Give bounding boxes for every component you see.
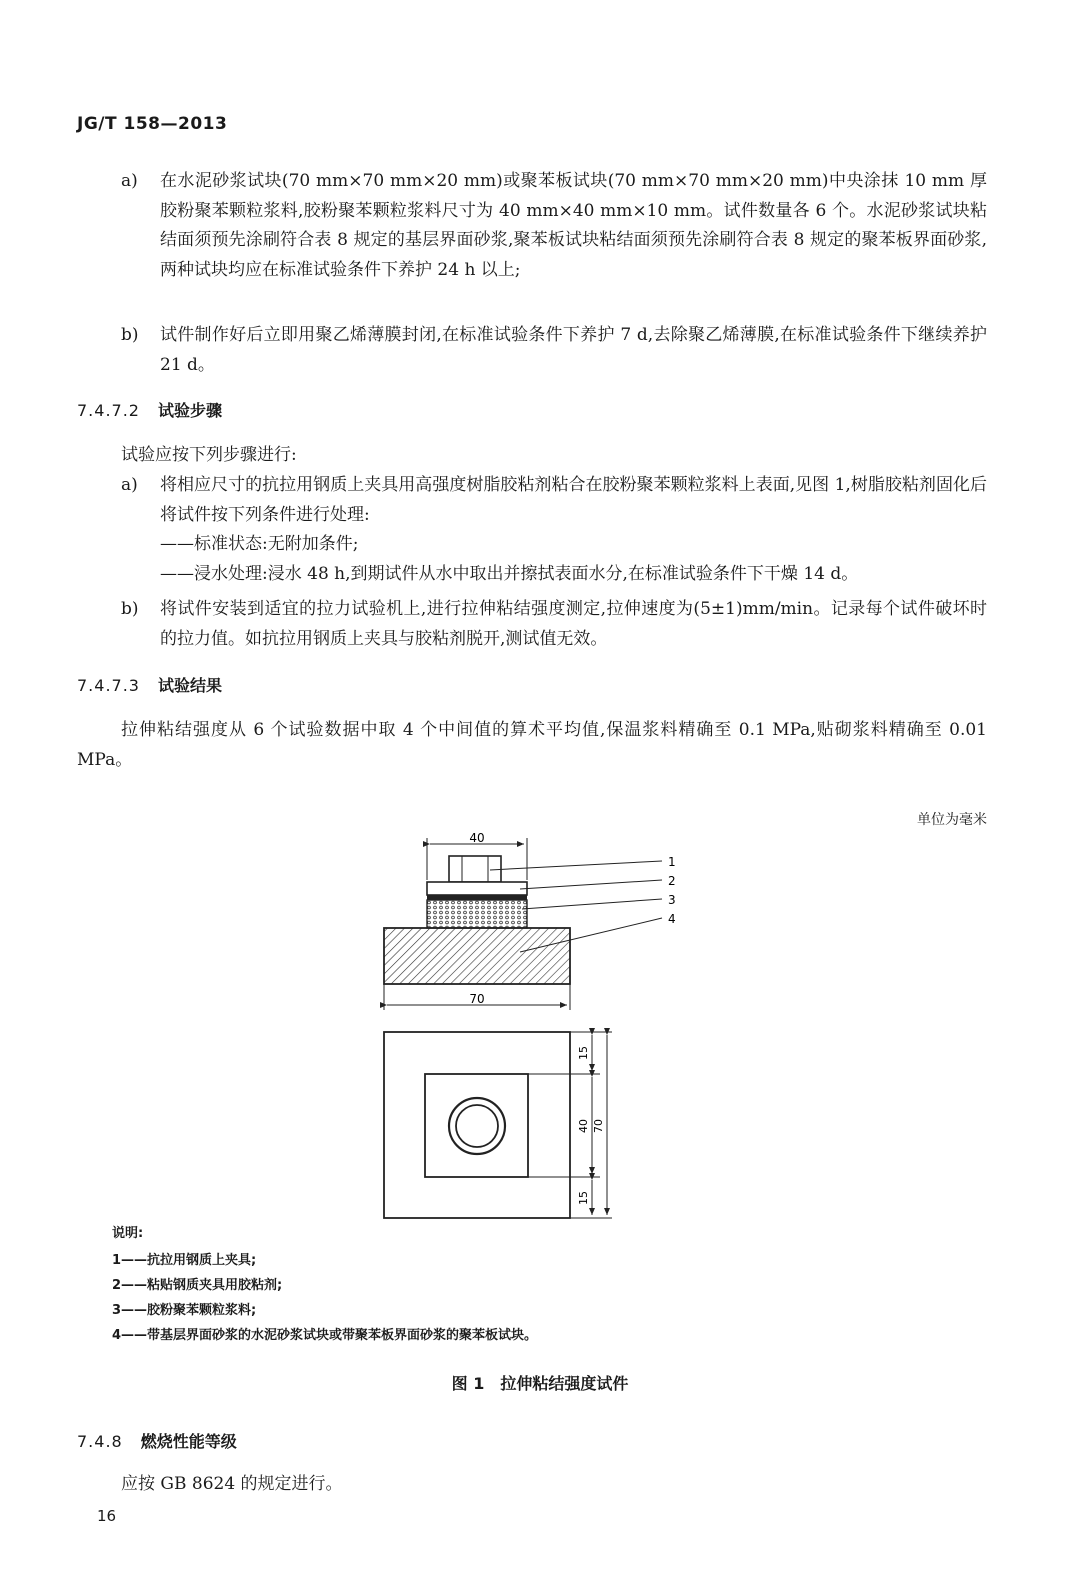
plan-dim-bottom: 15 bbox=[577, 1191, 590, 1205]
steps-intro: 试验应按下列步骤进行: bbox=[121, 445, 297, 465]
section-number: 7.4.7.3 bbox=[77, 676, 140, 695]
list-marker: b) bbox=[121, 325, 139, 345]
legend-item: 2——粘贴钢质夹具用胶粘剂; bbox=[112, 1278, 283, 1293]
fixture-handle bbox=[449, 856, 501, 882]
list-item-text: 试件制作好后立即用聚乙烯薄膜封闭,在标准试验条件下养护 7 d,去除聚乙烯薄膜,在标准试验条件下继续养护 21 d。 bbox=[160, 325, 987, 375]
page-number: 16 bbox=[97, 1507, 117, 1525]
callout-1: 1 bbox=[668, 855, 676, 869]
section-number: 7.4.7.2 bbox=[77, 401, 140, 420]
section-number: 7.4.8 bbox=[77, 1432, 123, 1451]
callout-4: 4 bbox=[668, 912, 676, 926]
section-heading-748 bbox=[77, 1429, 237, 1452]
dash-item-standard: ——标准状态:无附加条件; bbox=[160, 534, 359, 554]
leader-line-3 bbox=[522, 899, 662, 909]
plan-inner-square bbox=[425, 1074, 528, 1177]
list-item-text: 将相应尺寸的抗拉用钢质上夹具用高强度树脂胶粘剂粘合在胶粉聚苯颗粒浆料上表面,见图 1,树脂胶粘剂固化后将试件按下列条件进行处理: bbox=[160, 475, 987, 525]
section-title: 燃烧性能等级 bbox=[140, 1432, 237, 1451]
section-title: 试验结果 bbox=[157, 676, 222, 695]
adhesive-layer bbox=[427, 895, 527, 900]
leader-line-2 bbox=[520, 880, 662, 889]
standard-code: JG/T 158—2013 bbox=[77, 114, 228, 134]
mortar-layer bbox=[427, 900, 527, 928]
figure-number: 图 1 bbox=[451, 1374, 485, 1393]
list-marker: a) bbox=[121, 475, 138, 495]
combustion-paragraph: 应按 GB 8624 的规定进行。 bbox=[121, 1474, 343, 1494]
elevation-view bbox=[384, 838, 662, 1010]
base-block bbox=[384, 928, 570, 984]
dash-item-immersion: ——浸水处理:浸水 48 h,到期试件从水中取出并擦拭表面水分,在标准试验条件下干燥 14 d。 bbox=[160, 563, 859, 584]
unit-note: 单位为毫米 bbox=[917, 812, 987, 828]
fixture-plate bbox=[427, 882, 527, 895]
figure-title: 拉伸粘结强度试件 bbox=[500, 1374, 629, 1393]
section-title: 试验步骤 bbox=[157, 401, 222, 420]
figure-caption bbox=[0, 1371, 1080, 1394]
results-paragraph: 拉伸粘结强度从 6 个试验数据中取 4 个中间值的算术平均值,保温浆料精确至 0.1 MPa,贴砌浆料精确至 0.01 MPa。 bbox=[77, 720, 987, 770]
legend-item: 3——胶粉聚苯颗粒浆料; bbox=[112, 1303, 257, 1318]
list-item-text: 在水泥砂浆试块(70 mm×70 mm×20 mm)或聚苯板试块(70 mm×70 mm×20 mm)中央涂抹 10 mm 厚胶粉聚苯颗粒浆料,胶粉聚苯颗粒浆料尺寸为 40 mm×40 mm×10 mm。试件数量各 6 个。水泥砂浆试块粘结面须预先涂刷符合表 8 规定的基层界面砂浆,聚苯板试块粘结面须预先涂刷符合表 8 规定的聚苯板界面砂浆,两种试块均应在标准试验条件下养护 24 h 以上; bbox=[160, 171, 987, 280]
plan-dim-middle: 40 bbox=[577, 1119, 590, 1133]
legend-item: 1——抗拉用钢质上夹具; bbox=[112, 1253, 257, 1268]
callout-3: 3 bbox=[668, 893, 676, 907]
list-marker: a) bbox=[121, 171, 138, 191]
list-item-text: 将试件安装到适宜的拉力试验机上,进行拉伸粘结强度测定,拉伸速度为(5±1)mm/min。记录每个试件破坏时的拉力值。如抗拉用钢质上夹具与胶粘剂脱开,测试值无效。 bbox=[160, 599, 987, 649]
leader-line-1 bbox=[490, 861, 662, 870]
dim-label-top: 40 bbox=[469, 831, 485, 845]
legend-title: 说明: bbox=[112, 1226, 144, 1241]
plan-dim-top: 15 bbox=[577, 1046, 590, 1060]
legend-item: 4——带基层界面砂浆的水泥砂浆试块或带聚苯板界面砂浆的聚苯板试块。 bbox=[112, 1328, 538, 1343]
plan-dim-overall: 70 bbox=[592, 1119, 605, 1133]
callout-2: 2 bbox=[668, 874, 676, 888]
dim-label-bottom: 70 bbox=[469, 992, 485, 1006]
list-marker: b) bbox=[121, 599, 139, 619]
